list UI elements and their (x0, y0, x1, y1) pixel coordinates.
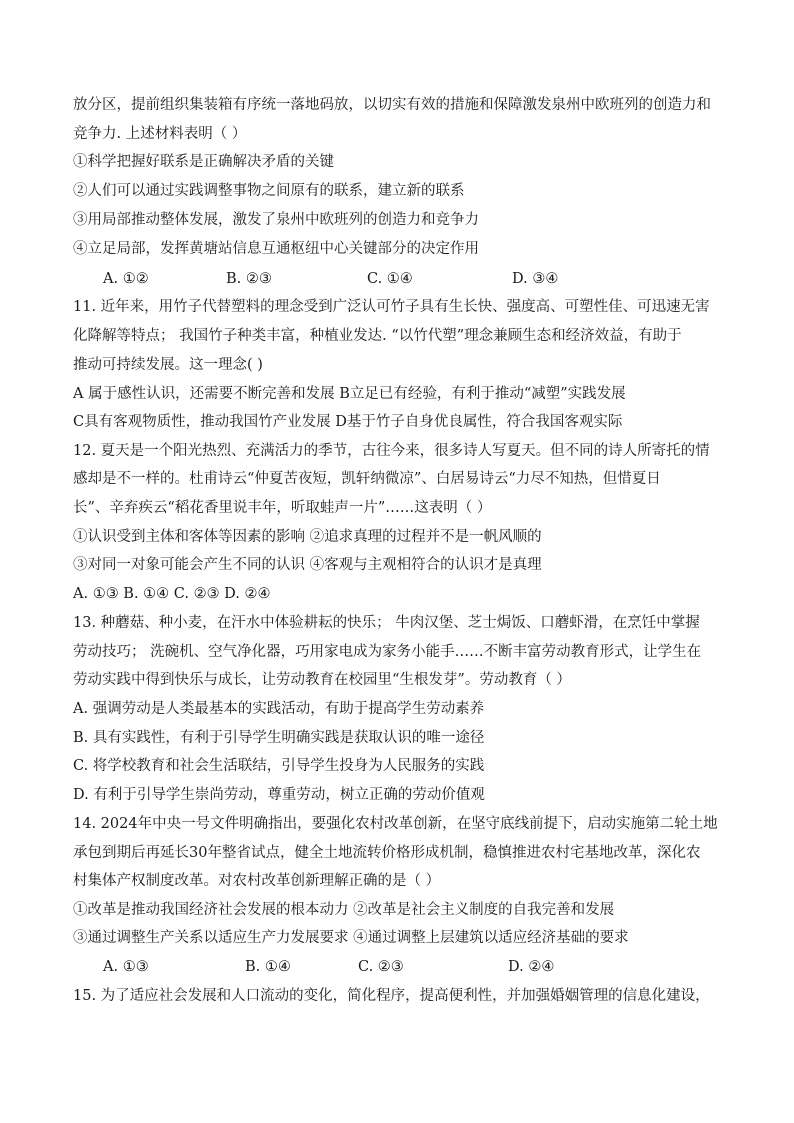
q14-option-a: A. ①③ (103, 959, 149, 975)
q14-option-d: D. ②④ (508, 959, 555, 975)
q14-statements-34: ③通过调整生产关系以适应生产力发展要求 ④通过调整上层建筑以适应经济基础的要求 (73, 930, 629, 946)
q11-line-2: 化降解等特点； 我国竹子种类丰富，种植业发达. “以竹代塑”理念兼顾生态和经济效益，有助于 (73, 328, 682, 344)
q12-statements-34: ③对同一对象可能会产生不同的认识 ④客观与主观相符合的认识才是真理 (73, 557, 542, 573)
q10-statement-3: ③用局部推动整体发展，激发了泉州中欧班列的创造力和竞争力 (73, 212, 479, 228)
q14-line-3: 村集体产权制度改革。对农村改革创新理解正确的是（ ） (73, 873, 441, 889)
q11-line-1: 11. 近年来，用竹子代替塑料的理念受到广泛认可竹子具有生长快、强度高、可塑性佳、可迅速无害 (73, 299, 710, 315)
q10-option-c: C. ①④ (367, 271, 413, 287)
q10-statement-1: ①科学把握好联系是正确解决矛盾的关键 (73, 154, 334, 170)
q13-option-c: C. 将学校教育和社会生活联结，引导学生投身为人民服务的实践 (73, 758, 485, 774)
q14-option-c: C. ②③ (358, 959, 404, 975)
q10-statement-4: ④立足局部，发挥黄塘站信息互通枢纽中心关键部分的决定作用 (73, 241, 479, 257)
q12-line-2: 感却是不一样的。杜甫诗云“仲夏苦夜短，凯轩纳微凉”、白居易诗云“力尽不知热，但惜夏日 (73, 471, 661, 487)
q10-option-a: A. ①② (103, 271, 149, 287)
q15-line-1: 15. 为了适应社会发展和人口流动的变化，简化程序，提高便利性，并加强婚姻管理的信息化建设， (73, 988, 710, 1004)
q12-statements-12: ①认识受到主体和客体等因素的影响 ②追求真理的过程并不是一帆风顺的 (73, 529, 542, 545)
q10-statement-2: ②人们可以通过实践调整事物之间原有的联系，建立新的联系 (73, 183, 465, 199)
q14-line-2: 承包到期后再延长30年整省试点，健全土地流转价格形成机制，稳慎推进农村宅基地改革，深化农 (73, 845, 701, 861)
q10-line-1: 放分区，提前组织集装箱有序统一落地码放，以切实有效的措施和保障激发泉州中欧班列的创造力和 (73, 97, 711, 113)
q13-option-b: B. 具有实践性，有利于引导学生明确实践是获取认识的唯一途径 (73, 730, 485, 746)
q13-line-3: 劳动实践中得到快乐与成长，让劳动教育在校园里“生根发芽”。劳动教育（ ） (73, 672, 571, 688)
q14-line-1: 14. 2024年中央一号文件明确指出，要强化农村改革创新，在坚守底线前提下，启动实施第二轮土地 (73, 816, 718, 832)
q14-statements-12: ①改革是推动我国经济社会发展的根本动力 ②改革是社会主义制度的自我完善和发展 (73, 902, 615, 918)
q12-options: A. ①③ B. ①④ C. ②③ D. ②④ (73, 586, 271, 602)
q13-line-2: 劳动技巧； 洗碗机、空气净化器，巧用家电成为家务小能手……不断丰富劳动教育形式，让学生在 (73, 644, 702, 660)
q11-options-cd: C具有客观物质性，推动我国竹产业发展 D基于竹子自身优良属性，符合我国客观实际 (73, 414, 623, 430)
q10-line-2: 竞争力. 上述材料表明（ ） (73, 126, 247, 142)
q13-option-a: A. 强调劳动是人类最基本的实践活动，有助于提高学生劳动素养 (73, 701, 485, 717)
q13-option-d: D. 有利于引导学生崇尚劳动，尊重劳动，树立正确的劳动价值观 (73, 787, 485, 803)
q12-line-1: 12. 夏天是一个阳光热烈、充满活力的季节，古往今来，很多诗人写夏天。但不同的诗人所寄托的情 (73, 443, 710, 459)
q13-line-1: 13. 种蘑菇、种小麦，在汗水中体验耕耘的快乐； 牛肉汉堡、芝士焗饭、口蘑虾滑，在烹饪中掌握 (73, 615, 700, 631)
q11-options-ab: A 属于感性认识，还需要不断完善和发展 B立足已有经验，有利于推动“减塑”实践发展 (73, 386, 626, 402)
q14-option-b: B. ①④ (245, 959, 291, 975)
q12-line-3: 长”、辛弃疾云“稻花香里说丰年，听取蛙声一片”……这表明（ ） (73, 500, 492, 516)
q10-option-b: B. ②③ (226, 271, 272, 287)
q10-option-d: D. ③④ (512, 271, 559, 287)
q11-line-3: 推动可持续发展。这一理念( ) (73, 357, 263, 373)
